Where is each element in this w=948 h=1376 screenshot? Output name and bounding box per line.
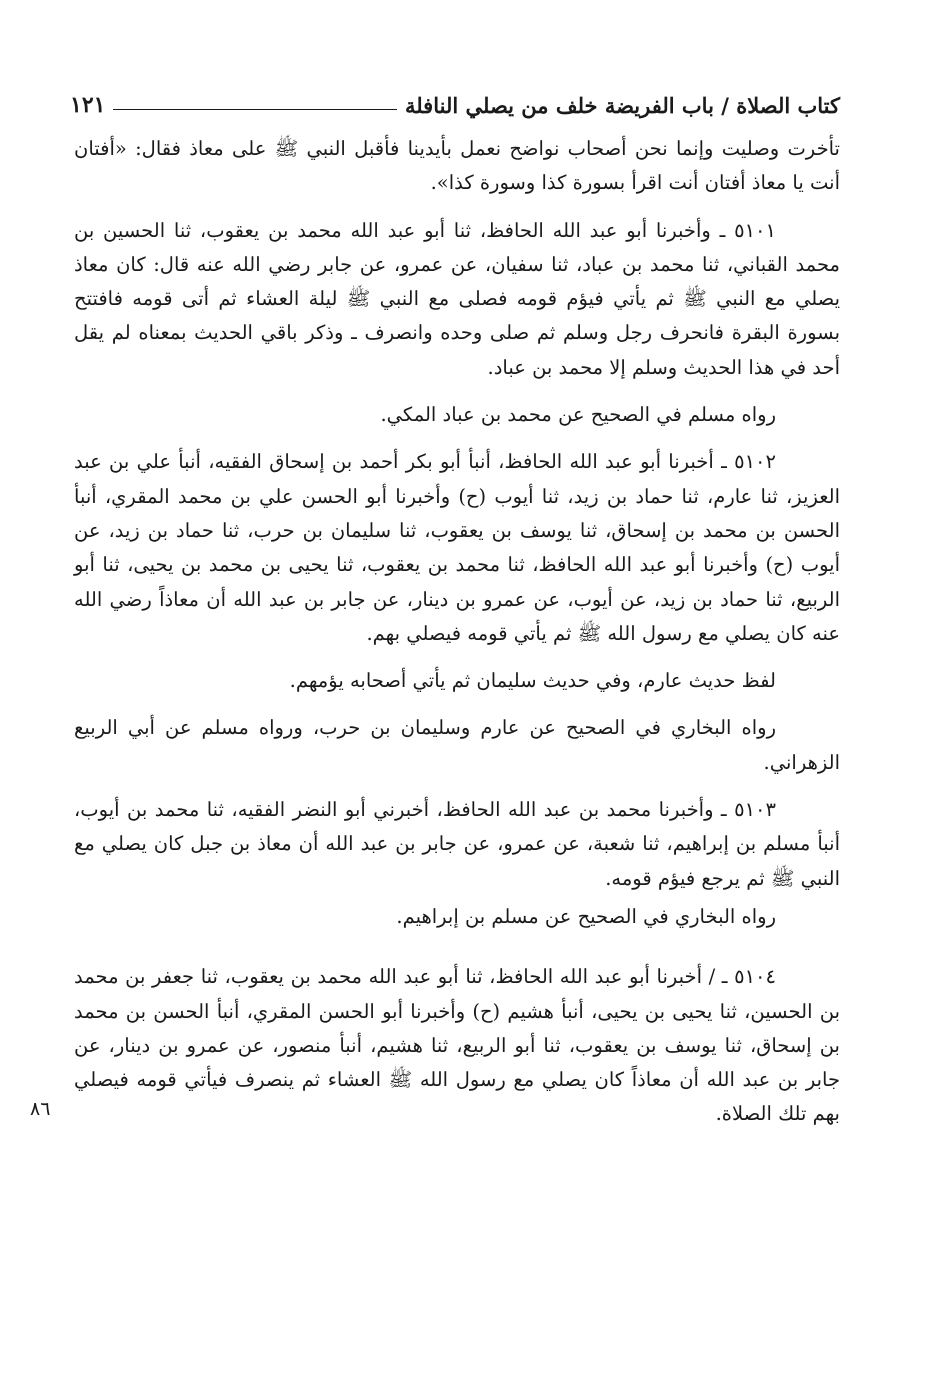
hadith-5103: ٥١٠٣ ـ وأخبرنا محمد بن عبد الله الحافظ، أخبرني أبو النضر الفقيه، ثنا محمد بن أيوب، أنبأ مسلم بن إبراهيم، ثنا شعبة، عن عمرو، عن جابر بن عبد الله أن معاذ بن جبل كان يصلي مع النبي ﷺ ثم يرجع فيؤم قومه.: [74, 798, 840, 890]
body-text: [74, 132, 840, 1145]
narration-note-5103: رواه البخاري في الصحيح عن مسلم بن إبراهيم.: [396, 904, 776, 928]
header-rule: [113, 109, 397, 110]
header-title: كتاب الصلاة / باب الفريضة خلف من يصلي النافلة: [404, 93, 840, 118]
page-number: ١٢١: [70, 92, 106, 118]
narration-note-5101: رواه مسلم في الصحيح عن محمد بن عباد المكي.: [380, 403, 776, 427]
hadith-5102: ٥١٠٢ ـ أخبرنا أبو عبد الله الحافظ، أنبأ أبو بكر أحمد بن إسحاق الفقيه، أنبأ علي بن عبد العزيز، ثنا عارم، ثنا حماد بن زيد، ثنا أيوب (ح) وأخبرنا أبو الحسن علي بن محمد المقري، أنبأ الحسن بن محمد بن إسحاق، ثنا يوسف بن يعقوب، ثنا سليمان بن حرب، ثنا حماد بن زيد، عن أيوب (ح) وأخبرنا أبو عبد الله الحافظ، ثنا محمد بن يعقوب، ثنا يحيى بن محمد بن يحيى، ثنا أبو الربيع، ثنا حماد بن زيد، عن أيوب، عن عمرو بن دينار، عن جابر بن عبد الله أن معاذاً رضي الله عنه كان يصلي مع رسول الله ﷺ ثم يأتي قومه فيصلي بهم.: [74, 450, 840, 645]
paragraph-continuation: تأخرت وصليت وإنما نحن أصحاب نواضح نعمل بأيدينا فأقبل النبي ﷺ على معاذ فقال: «أفتان أنت يا معاذ أفتان أنت اقرأ بسورة كذا وسورة كذا».: [74, 137, 840, 195]
hadith-5101: ٥١٠١ ـ وأخبرنا أبو عبد الله الحافظ، ثنا أبو عبد الله محمد بن يعقوب، ثنا الحسين بن محمد القباني، ثنا محمد بن عباد، ثنا سفيان، عن عمرو، عن جابر رضي الله عنه قال: كان معاذ يصلي مع النبي ﷺ ثم يأتي فيؤم قومه فصلى مع النبي ﷺ ليلة العشاء ثم أتى قومه فافتتح بسورة البقرة فانحرف رجل وسلم ثم صلى وحده وانصرف ـ وذكر باقي الحديث بمعناه لم يقل أحد في هذا الحديث وسلم إلا محمد بن عباد.: [74, 218, 840, 379]
running-header: [70, 78, 840, 118]
margin-page-reference: ٨٦: [30, 1098, 51, 1120]
narration-note-5102: رواه البخاري في الصحيح عن عارم وسليمان بن حرب، ورواه مسلم عن أبي الربيع الزهراني.: [74, 716, 840, 774]
wording-note-5102: لفظ حديث عارم، وفي حديث سليمان ثم يأتي أصحابه يؤمهم.: [289, 669, 776, 693]
hadith-5104: ٥١٠٤ ـ / أخبرنا أبو عبد الله الحافظ، ثنا أبو عبد الله محمد بن يعقوب، ثنا جعفر بن محمد بن الحسين، ثنا يحيى بن يحيى، أنبأ هشيم (ح) وأخبرنا أبو الحسن المقري، أنبأ الحسن بن محمد بن إسحاق، ثنا يوسف بن يعقوب، ثنا أبو الربيع، ثنا هشيم، أنبأ منصور، عن عمرو بن دينار، عن جابر بن عبد الله أن معاذاً كان يصلي مع رسول الله ﷺ العشاء ثم ينصرف فيأتي قومه فيصلي بهم تلك الصلاة.: [74, 965, 840, 1126]
